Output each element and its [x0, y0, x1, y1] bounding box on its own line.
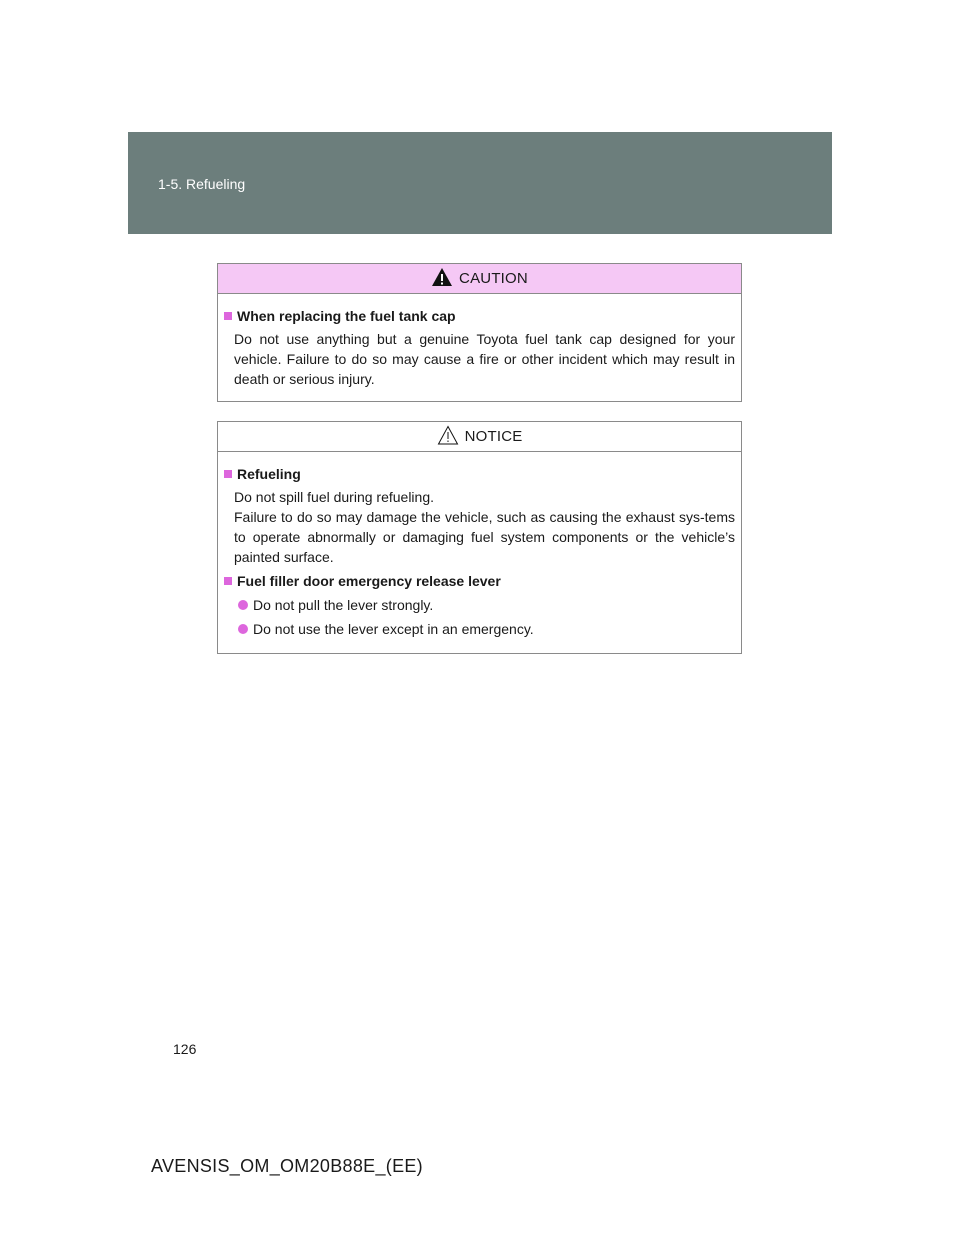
- notice-header: [218, 422, 741, 452]
- header-band: [128, 132, 832, 234]
- notice-body: [218, 452, 741, 639]
- notice-item1-title-text: Refueling: [237, 466, 301, 482]
- square-bullet-icon: [224, 470, 232, 478]
- caution-body: [218, 294, 741, 389]
- caution-box: [217, 263, 742, 402]
- notice-heading: NOTICE: [464, 428, 523, 445]
- document-code: AVENSIS_OM_OM20B88E_(EE): [151, 1156, 423, 1176]
- notice-bullet-2: Do not use the lever except in an emergency.: [253, 621, 534, 637]
- circle-bullet-icon: [238, 624, 248, 634]
- caution-text: Do not use anything but a genuine Toyota fuel tank cap designed for your vehicle. Failure to do so may cause a fire or other incident which may result in death or serious injury.: [234, 331, 735, 387]
- notice-bullet-1: Do not pull the lever strongly.: [253, 597, 434, 613]
- notice-refueling-line2: Failure to do so may damage the vehicle, such as causing the exhaust sys-tems to operate abnormally or damaging fuel system components or the vehicle’s painted surface.: [234, 509, 735, 565]
- page-number: 126: [173, 1041, 197, 1057]
- square-bullet-icon: [224, 577, 232, 585]
- notice-refueling-text: [224, 487, 735, 567]
- warning-triangle-icon: [431, 267, 453, 287]
- caution-header: [218, 264, 741, 294]
- notice-item-release-lever-title: [224, 571, 735, 591]
- square-bullet-icon: [224, 312, 232, 320]
- notice-item-refueling-title: [224, 464, 735, 484]
- section-label: 1-5. Refueling: [158, 176, 246, 192]
- list-item: [224, 595, 735, 615]
- caution-item-title: [224, 306, 735, 326]
- notice-item2-title-text: Fuel filler door emergency release lever: [237, 573, 501, 589]
- list-item: [224, 619, 735, 639]
- caution-item-title-text: When replacing the fuel tank cap: [237, 308, 456, 324]
- caution-outline-triangle-icon: [437, 425, 459, 445]
- notice-box: [217, 421, 742, 654]
- notice-refueling-line1: Do not spill fuel during refueling.: [234, 489, 435, 505]
- circle-bullet-icon: [238, 600, 248, 610]
- caution-heading: CAUTION: [459, 270, 528, 287]
